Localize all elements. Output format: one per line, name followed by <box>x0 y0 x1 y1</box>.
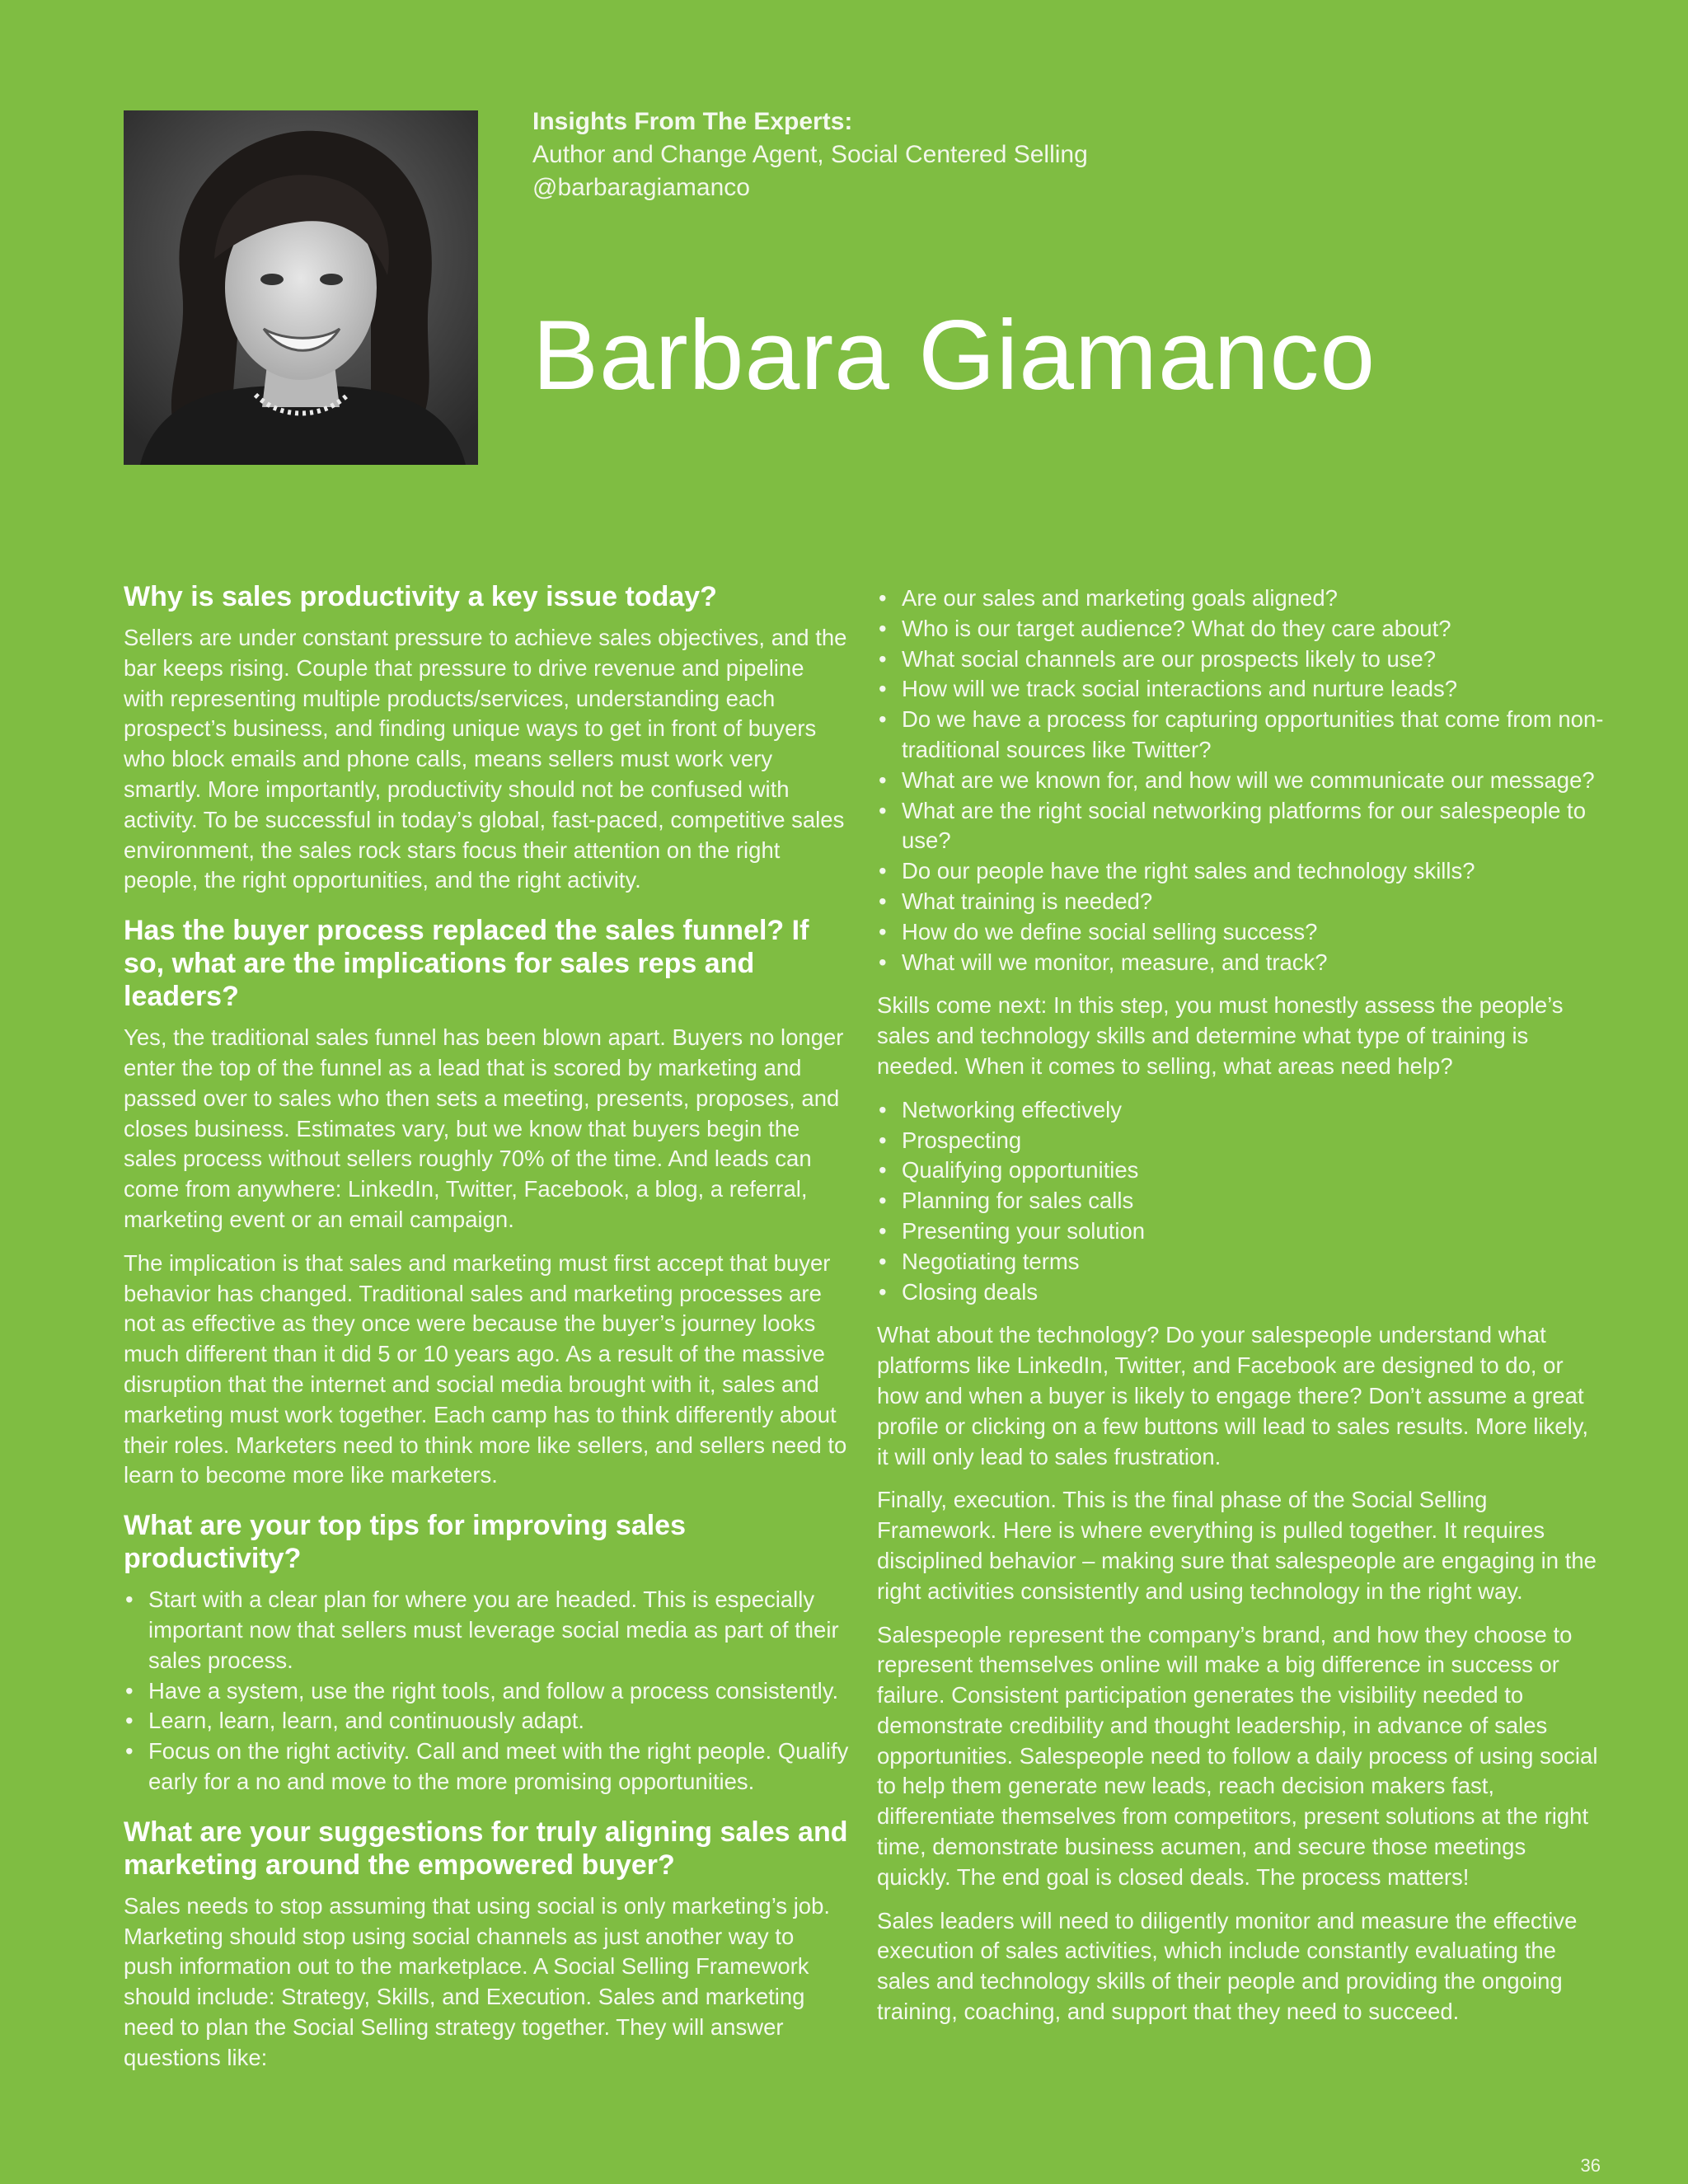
list-item: • Are our sales and marketing goals aligned? <box>877 583 1604 614</box>
left-column <box>124 580 849 2091</box>
page-number: 36 <box>1580 2155 1601 2176</box>
tips-list <box>124 1585 849 1797</box>
question-heading: Why is sales productivity a key issue today? <box>124 581 717 612</box>
question-section <box>124 580 849 896</box>
list-item: • How will we track social interactions and nurture leads? <box>877 674 1604 705</box>
list-item: • What training is needed? <box>877 887 1604 917</box>
answer-paragraph: The implication is that sales and marketing must first accept that buyer behavior has changed. Traditional sales and marketing processes are not as effective as they once were because the buyer’s journey looks much different than it did 5 or 10 years ago. As a result of the massive disruption that the internet and social media brought with it, sales and marketing must work together. Each camp has to think differently about their roles. Marketers need to think more like sellers, and sellers need to learn to become more like marketers. <box>124 1249 847 1488</box>
body-paragraph: Salespeople represent the company’s brand, and how they choose to represent themselves online will make a big difference in success or failure. Consistent participation generates the visibility needed to demonstrate credibility and thought leadership, in advance of sales opportunities. Salespeople need to follow a daily process of using social to help them generate new leads, reach decision makers fast, differentiate themselves from competitors, present solutions at the right time, demonstrate business acumen, and secure those meetings quickly. The end goal is closed deals. The process matters! <box>877 1621 1598 1890</box>
question-heading: Has the buyer process replaced the sales funnel? If so, what are the implications for sales reps and leaders? <box>124 915 809 1013</box>
list-item: • How do we define social selling success? <box>877 917 1604 948</box>
twitter-handle: @barbaragiamanco <box>532 174 750 201</box>
body-paragraph: Finally, execution. This is the final phase of the Social Selling Framework. Here is where everything is pulled together. It requires disciplined behavior – making sure that salespeople are engaging in the right activities consistently and using technology in the right way. <box>877 1487 1597 1604</box>
insights-label: Insights From The Experts: <box>532 108 853 135</box>
strategy-questions-list <box>877 583 1604 977</box>
list-item: • Do we have a process for capturing opportunities that come from non-traditional sources like Twitter? <box>877 705 1604 766</box>
list-item: • Qualifying opportunities <box>877 1155 1604 1186</box>
list-item: • Learn, learn, learn, and continuously adapt. <box>124 1706 849 1736</box>
question-section <box>124 1509 849 1797</box>
expert-name: Barbara Giamanco <box>532 300 1376 410</box>
list-item: • What social channels are our prospects likely to use? <box>877 644 1604 675</box>
list-item: • Have a system, use the right tools, and follow a process consistently. <box>124 1676 849 1707</box>
list-item: • Closing deals <box>877 1277 1604 1308</box>
list-item: • What will we monitor, measure, and track? <box>877 948 1604 978</box>
list-item: • Who is our target audience? What do they care about? <box>877 614 1604 644</box>
right-column <box>877 583 1604 2041</box>
list-item: • Presenting your solution <box>877 1216 1604 1247</box>
answer-paragraph: Sellers are under constant pressure to achieve sales objectives, and the bar keeps rising. Couple that pressure to drive revenue and pipeline with representing multiple products/services, understanding each prospect’s business, and finding unique ways to get in front of buyers who block emails and phone calls, means sellers must work very smartly. More importantly, productivity should not be confused with activity. To be successful in today’s global, fast-paced, competitive sales environment, the sales rock stars focus their attention on the right people, the right opportunities, and the right activity. <box>124 625 847 893</box>
body-paragraph: Sales leaders will need to diligently monitor and measure the effective execution of sales activities, which include constantly evaluating the sales and technology skills of their people and providing the ongoing training, coaching, and support that they need to succeed. <box>877 1907 1578 2025</box>
list-item: • Networking effectively <box>877 1095 1604 1126</box>
skills-list <box>877 1095 1604 1308</box>
body-paragraph: What about the technology? Do your salespeople understand what platforms like LinkedIn, Twitter, and Facebook are designed to do, or how and when a buyer is likely to engage there? Don’t assume a great profile or clicking on a few buttons will lead to sales results. More likely, it will only lead to sales frustration. <box>877 1322 1589 1469</box>
question-heading: What are your suggestions for truly aligning sales and marketing around the empowered buyer? <box>124 1816 848 1881</box>
question-section <box>124 1816 849 2074</box>
answer-paragraph: Sales needs to stop assuming that using social is only marketing’s job. Marketing should stop using social channels as just another way to push information out to the marketplace. A Social Selling Framework should include: Strategy, Skills, and Execution. Sales and marketing need to plan the Social Selling strategy together. They will answer questions like: <box>124 1892 831 2070</box>
expert-header <box>532 105 1522 204</box>
skills-intro: Skills come next: In this step, you must honestly assess the people’s sales and technology skills and determine what type of training is needed. When it comes to selling, what areas need help? <box>877 992 1564 1079</box>
list-item: • Prospecting <box>877 1126 1604 1156</box>
author-role: Author and Change Agent, Social Centered Selling <box>532 141 1088 168</box>
author-portrait <box>124 110 478 465</box>
list-item: • Do our people have the right sales and technology skills? <box>877 856 1604 887</box>
list-item: • Planning for sales calls <box>877 1186 1604 1216</box>
question-heading: What are your top tips for improving sales productivity? <box>124 1510 686 1575</box>
question-section <box>124 914 849 1491</box>
list-item: • Negotiating terms <box>877 1247 1604 1277</box>
list-item: • What are the right social networking platforms for our salespeople to use? <box>877 796 1604 857</box>
list-item: • Start with a clear plan for where you are headed. This is especially important now that sellers must leverage social media as part of their sales process. <box>124 1585 849 1675</box>
list-item: • Focus on the right activity. Call and meet with the right people. Qualify early for a no and move to the more promising opportunities. <box>124 1736 849 1797</box>
answer-paragraph: Yes, the traditional sales funnel has been blown apart. Buyers no longer enter the top of the funnel as a lead that is scored by marketing and passed over to sales who then sets a meeting, presents, proposes, and closes business. Estimates vary, but we know that buyers begin the sales process without sellers roughly 70% of the time. And leads can come from anywhere: LinkedIn, Twitter, Facebook, a blog, a referral, marketing event or an email campaign. <box>124 1024 844 1232</box>
list-item: • What are we known for, and how will we communicate our message? <box>877 766 1604 796</box>
